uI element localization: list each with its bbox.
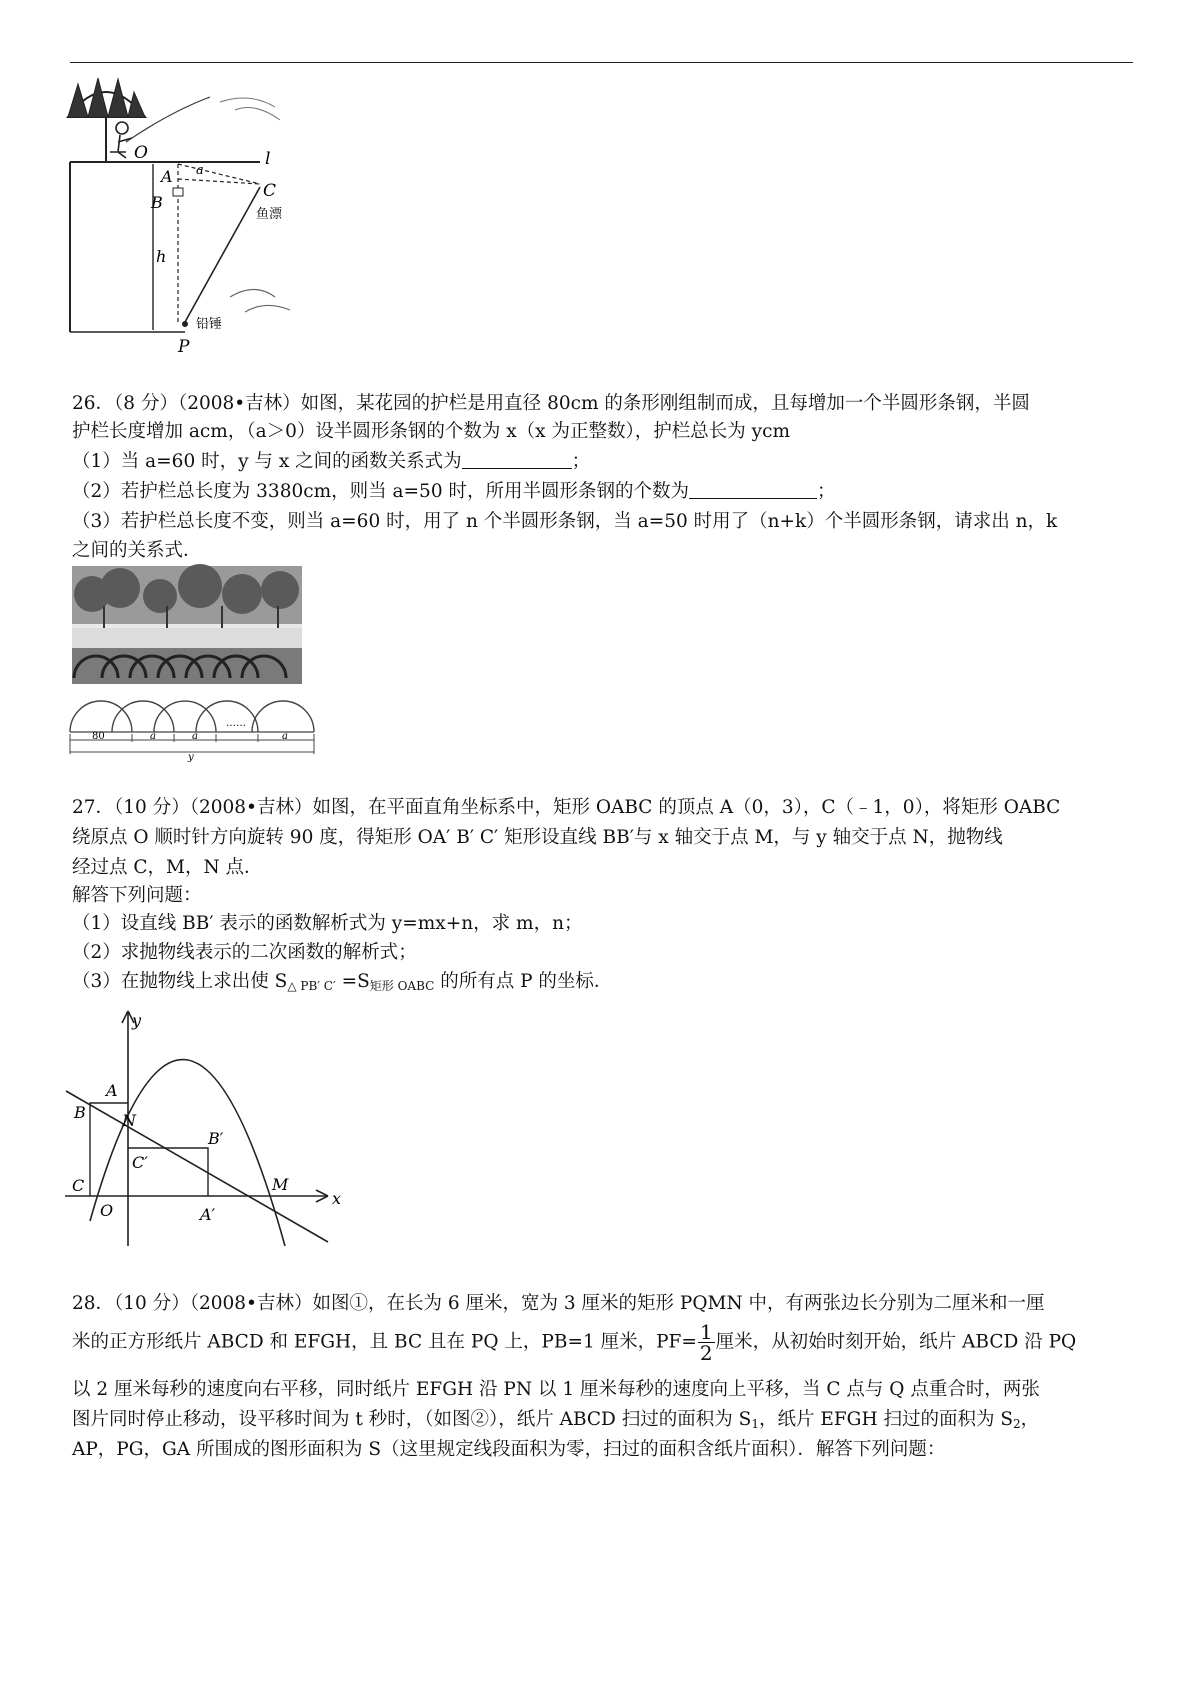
label-a3: a [282,731,288,742]
q28-line2: 米的正方形纸片 ABCD 和 EFGH，且 BC 且在 PQ 上，PB=1 厘米，PF= $\frac{1}{2}$ 厘米，从初始时刻开始，纸片 ABCD 沿 PQ [72,1320,1077,1365]
label-B: B [151,193,163,212]
answer-blank-1[interactable] [462,450,572,469]
q26-part3-line2: 之间的关系式． [72,540,202,561]
q27-line4: 解答下列问题： [72,885,202,906]
q26-line2: 护栏长度增加 acm，（a＞0）设半圆形条钢的个数为 x（x 为正整数），护栏总长为 ycm [72,421,790,442]
q28-line3: 以 2 厘米每秒的速度向右平移，同时纸片 EFGH 沿 PN 以 1 厘米每秒的速度向上平移，当 C 点与 Q 点重合时，两张 [72,1379,1040,1400]
label-l: l [265,149,271,169]
label-axis-x: x [332,1189,342,1208]
q27-part2: （2）求抛物线表示的二次函数的解析式； [72,942,417,963]
label-B: B [74,1103,86,1122]
q27-part1: （1）设直线 BB′ 表示的函数解析式为 y=mx+n，求 m，n； [72,913,583,934]
label-A: A [106,1081,118,1100]
fence-diagram [66,690,318,763]
fisher-icon [116,122,128,134]
q26-part1: （1）当 a=60 时，y 与 x 之间的函数关系式为 ； [72,451,591,472]
q26-part2: （2）若护栏总长度为 3380cm，则当 a=50 时，所用半圆形条钢的个数为 ； [72,481,836,502]
q26-line1: 26．（8 分）（2008•吉林）如图，某花园的护栏是用直径 80cm 的条形刚组制而成，且每增加一个半圆形条钢，半圆 [72,393,1030,414]
label-axis-y: y [132,1011,142,1030]
coordinate-graph [60,1006,360,1251]
label-O: O [134,143,148,163]
label-N: N [122,1111,136,1130]
answer-blank-2[interactable] [689,480,817,499]
fraction-half: $\frac{1}{2}$ [699,1320,713,1365]
q27-line3: 经过点 C，M，N 点． [72,857,263,878]
label-A: A [161,167,173,186]
fence-photo [72,566,302,684]
label-80: 80 [92,731,105,742]
header-rule [70,62,1133,63]
label-O: O [100,1201,114,1220]
q27-line2: 绕原点 O 顺时针方向旋转 90 度，得矩形 OA′ B′ C′ 矩形设直线 BB′与 x 轴交于点 M，与 y 轴交于点 N，抛物线 [72,827,1003,848]
q27-line1: 27．（10 分）（2008•吉林）如图，在平面直角坐标系中，矩形 OABC 的顶点 A（0，3），C（﹣1，0），将矩形 OABC [72,797,1061,818]
q28-line1: 28．（10 分）（2008•吉林）如图①，在长为 6 厘米，宽为 3 厘米的矩形 PQMN 中，有两张边长分别为二厘米和一厘 [72,1293,1045,1314]
q26-part3-line1: （3）若护栏总长度不变，则当 a=60 时，用了 n 个半圆形条钢，当 a=50 时用了（n+k）个半圆形条钢，请求出 n，k [72,511,1058,532]
label-C: C [263,181,277,201]
label-h: h [156,247,167,266]
label-P: P [178,337,190,357]
label-float: 鱼漂 [256,207,283,222]
label-Ap: A′ [200,1205,216,1224]
label-a2: a [192,731,198,742]
label-dots: …… [226,718,246,729]
q27-part3: （3）在抛物线上求出使 $S_{\triangle PB' C'} =S_{矩形 OABC}$ 的所有点 P 的坐标． [72,971,613,993]
label-Cp: C′ [132,1153,148,1172]
label-y: y [188,752,194,763]
label-a: a [196,163,204,178]
label-M: M [272,1175,289,1194]
fishing-figure [60,72,320,382]
label-a1: a [150,731,156,742]
label-sinker: 铅锤 [196,317,223,332]
label-C: C [72,1176,85,1195]
q28-line5: AP，PG，GA 所围成的图形面积为 S（这里规定线段面积为零，扫过的面积含纸片面积）．解答下列问题： [72,1439,946,1460]
label-Bp: B′ [208,1129,224,1148]
q28-line4: 图片同时停止移动，设平移时间为 t 秒时，（如图②），纸片 ABCD 扫过的面积为 $S_1$，纸片 EFGH 扫过的面积为 $S_2$， [72,1409,1040,1431]
